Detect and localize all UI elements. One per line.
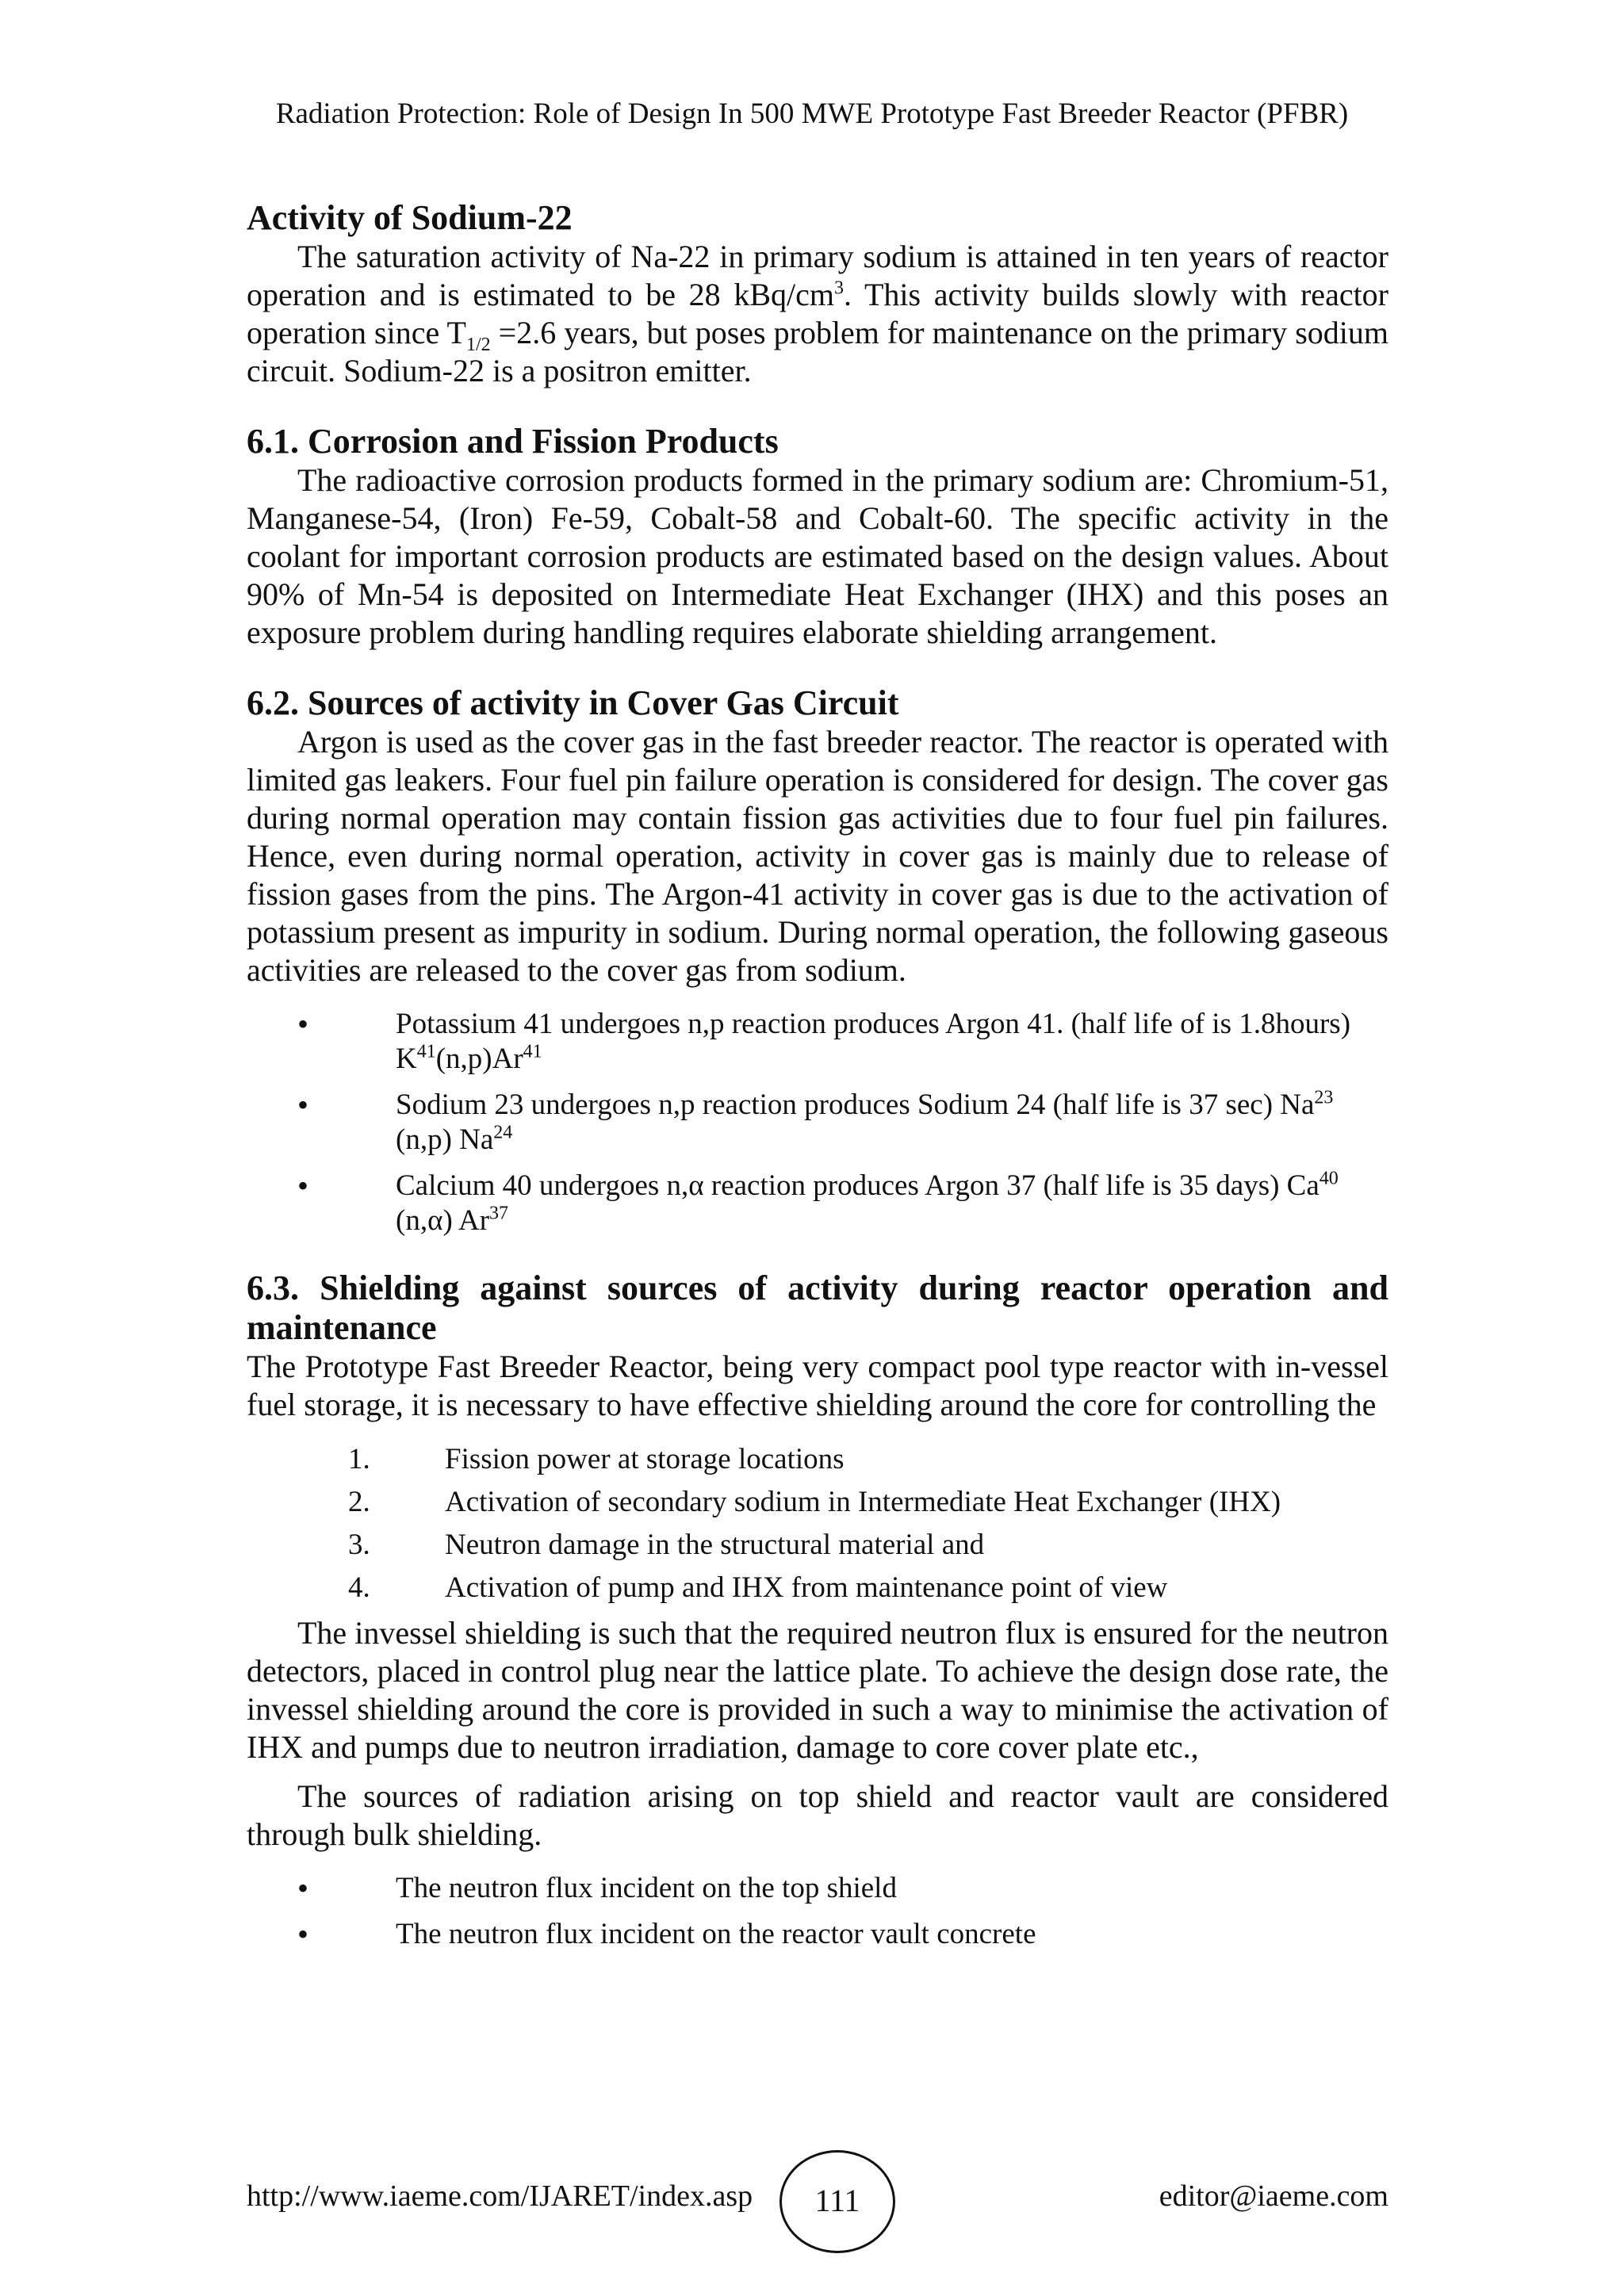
running-header: Radiation Protection: Role of Design In 500 MWE Prototype Fast Breeder Reactor (PFBR) bbox=[275, 98, 1349, 130]
paragraph-shielding-intro: The Prototype Fast Breeder Reactor, being very compact pool type reactor with in-vessel fuel storage, it is necessary to have effective shielding around the core for controlling the bbox=[247, 1349, 1388, 1422]
list-item: • Calcium 40 undergoes n,α reaction produces Argon 37 (half life is 35 days) Ca$^{40}$ (n,α) Ar$^{37}$ bbox=[297, 1168, 1339, 1237]
page-number: 111 bbox=[779, 2150, 895, 2253]
list-item: • The neutron flux incident on the reactor vault concrete bbox=[297, 1916, 1036, 1952]
list-item: 3. Neutron damage in the structural material and bbox=[348, 1529, 985, 1561]
shielding-numbered-list bbox=[247, 1438, 1388, 1609]
paragraph-corrosion: The radioactive corrosion products formed in the primary sodium are: Chromium-51, Manganese-54, (Iron) Fe-59, Cobalt-58 and Cobalt-60. The specific activity in the coolant for important corrosion products are estimated based on the design values. About 90% of Mn-54 is deposited on Intermediate Heat Exchanger (IHX) and this poses an exposure problem during handling requires elaborate shielding arrangement. bbox=[247, 462, 1388, 650]
list-item: 4. Activation of pump and IHX from maintenance point of view bbox=[348, 1571, 1168, 1604]
heading-sodium-22: Activity of Sodium-22 bbox=[247, 198, 573, 237]
footer-url-link[interactable]: http://www.iaeme.com/IJARET/index.asp bbox=[247, 2179, 753, 2213]
bullet-icon: • bbox=[297, 1168, 309, 1203]
heading-shielding: 6.3. Shielding against sources of activity during reactor operation and maintenance bbox=[247, 1269, 1388, 1347]
bullet-icon: • bbox=[297, 1087, 309, 1123]
paragraph-radiation-sources: The sources of radiation arising on top shield and reactor vault are considered through bulk shielding. bbox=[247, 1778, 1388, 1852]
article-body bbox=[247, 198, 1388, 1963]
paragraph-invessel-shielding: The invessel shielding is such that the required neutron flux is ensured for the neutron detectors, placed in control plug near the lattice plate. To achieve the design dose rate, the invessel shielding around the core is provided in such a way to minimise the activation of IHX and pumps due to neutron irradiation, damage to core cover plate etc., bbox=[247, 1615, 1388, 1765]
neutron-flux-list bbox=[247, 1871, 1388, 1952]
page-footer bbox=[247, 2150, 1388, 2253]
heading-corrosion-fission-products: 6.1. Corrosion and Fission Products bbox=[247, 422, 779, 461]
list-item: • Sodium 23 undergoes n,p reaction produces Sodium 24 (half life is 37 sec) Na$^{23}$ (n,p) Na$^{24}$ bbox=[297, 1087, 1334, 1156]
gaseous-activities-list bbox=[247, 1007, 1388, 1238]
paragraph-sodium-22: The saturation activity of Na-22 in primary sodium is attained in ten years of reactor operation and is estimated to be 28 kBq/$cm^3$. This activity builds slowly with reactor operation since $T_{1/2} =2.6$ years, but poses problem for maintenance on the primary sodium circuit. Sodium-22 is a positron emitter. bbox=[247, 239, 1389, 388]
paragraph-cover-gas: Argon is used as the cover gas in the fast breeder reactor. The reactor is operated with limited gas leakers. Four fuel pin failure operation is considered for design. The cover gas during normal operation may contain fission gas activities due to four fuel pin failures. Hence, even during normal operation, activity in cover gas is mainly due to release of fission gases from the pins. The Argon-41 activity in cover gas is due to the activation of potassium present as impurity in sodium. During normal operation, the following gaseous activities are released to the cover gas from sodium. bbox=[247, 724, 1388, 988]
bullet-icon: • bbox=[297, 1916, 309, 1952]
list-item: • Potassium 41 undergoes n,p reaction produces Argon 41. (half life of is 1.8hours) $K^{41}(n,p)Ar^{41}$ bbox=[297, 1006, 1351, 1075]
bullet-icon: • bbox=[297, 1006, 309, 1042]
heading-cover-gas-circuit: 6.2. Sources of activity in Cover Gas Circuit bbox=[247, 683, 899, 722]
list-item: 2. Activation of secondary sodium in Intermediate Heat Exchanger (IHX) bbox=[348, 1486, 1281, 1518]
footer-email-link[interactable]: editor@iaeme.com bbox=[1159, 2179, 1388, 2213]
list-item: 1. Fission power at storage locations bbox=[348, 1443, 845, 1475]
list-item: • The neutron flux incident on the top shield bbox=[297, 1870, 897, 1906]
bullet-icon: • bbox=[297, 1870, 309, 1906]
